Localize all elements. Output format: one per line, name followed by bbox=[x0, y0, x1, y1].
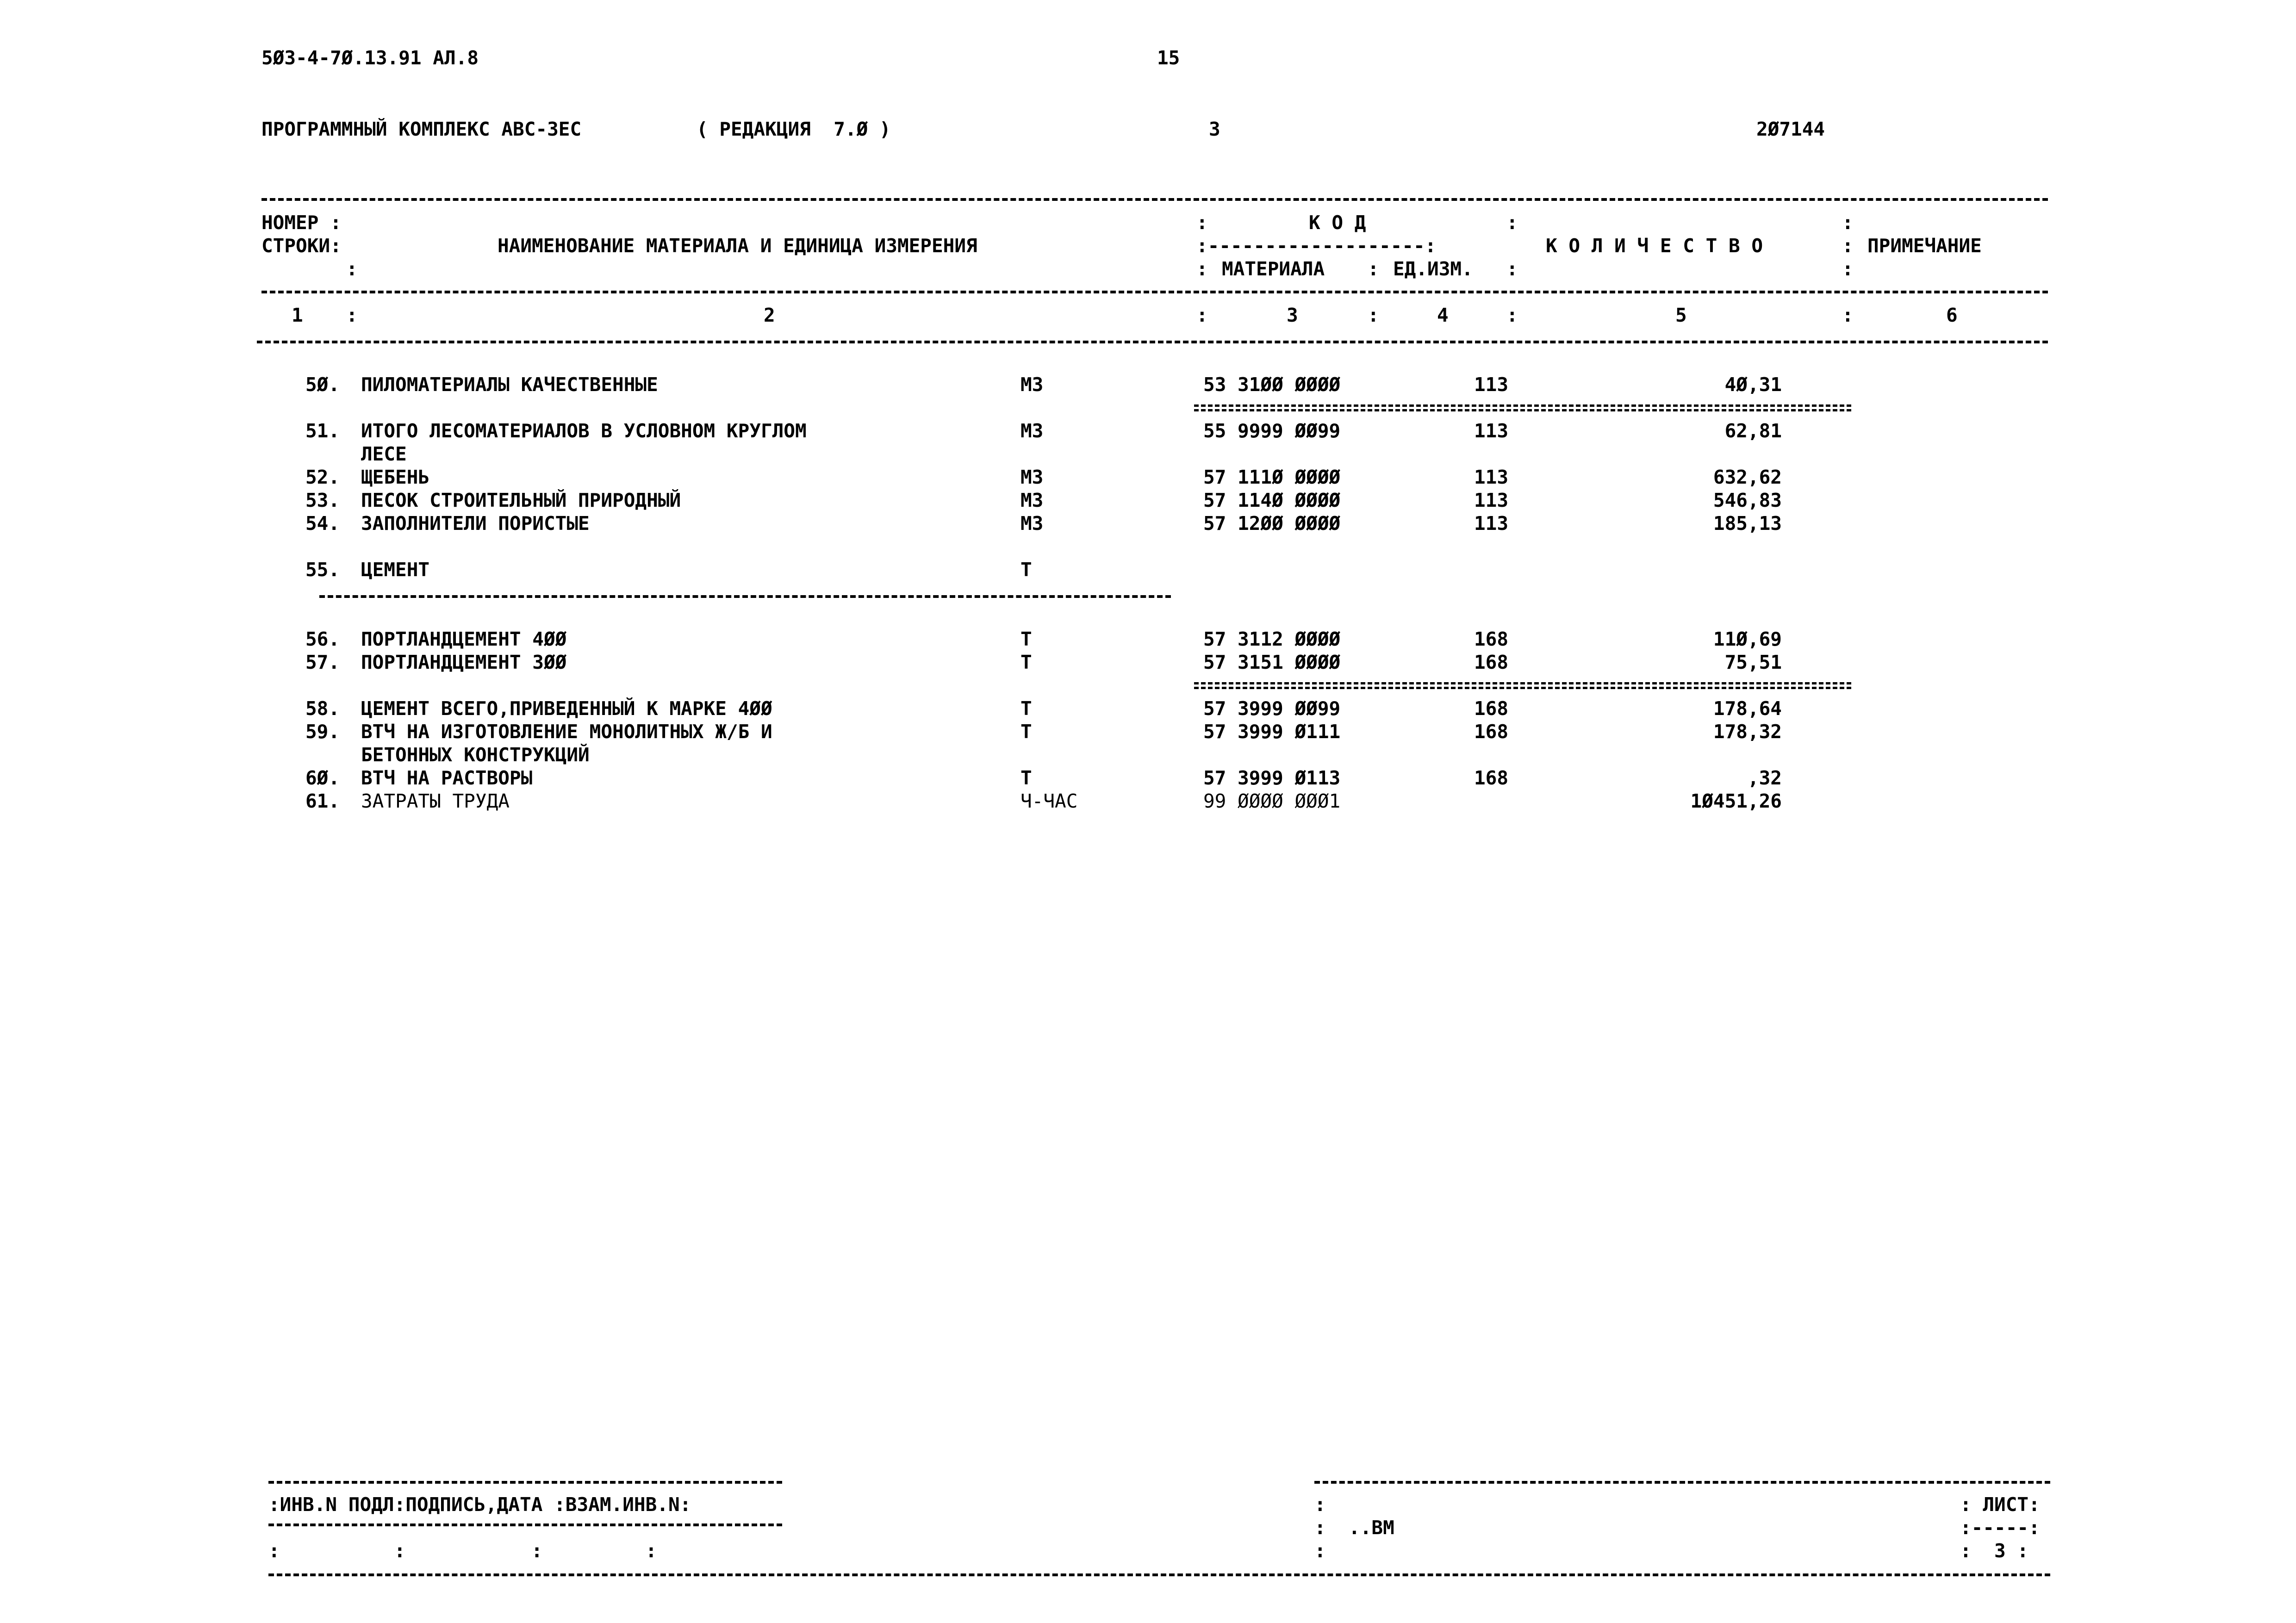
program-title: ПРОГРАММНЫЙ КОМПЛЕКС АВС-3ЕС bbox=[261, 118, 582, 140]
table-row-unit: М3 bbox=[1020, 373, 1044, 396]
table-row-number: 5Ø. bbox=[305, 373, 340, 396]
table-row-unit: Т bbox=[1020, 721, 1032, 743]
table-row-code: 57 3151 ØØØØ bbox=[1203, 651, 1341, 673]
table-row-unit: М3 bbox=[1020, 466, 1044, 488]
note-column-header: ПРИМЕЧАНИЕ bbox=[1867, 235, 1982, 257]
note-sep-1: : bbox=[1842, 211, 1854, 234]
table-row-measure: 113 bbox=[1474, 373, 1509, 396]
table-row-quantity: 75,51 bbox=[1724, 651, 1782, 673]
unit-sep: : bbox=[1368, 258, 1379, 280]
note-sep-3: : bbox=[1842, 258, 1854, 280]
table-row-code: 55 9999 ØØ99 bbox=[1203, 420, 1341, 442]
table-row-unit: Ч-ЧАС bbox=[1020, 790, 1078, 812]
name-column-header: НАИМЕНОВАНИЕ МАТЕРИАЛА И ЕДИНИЦА ИЗМЕРЕНИЯ bbox=[498, 235, 977, 257]
unit-sep-right: : bbox=[1506, 258, 1518, 280]
code-subrule: :-------------------: bbox=[1196, 235, 1437, 257]
table-row-code: 57 3999 Ø113 bbox=[1203, 767, 1341, 789]
table-row-unit: Т bbox=[1020, 559, 1032, 581]
table-row-name-cont: ЛЕСЕ bbox=[361, 443, 407, 465]
table-row-name: ЗАПОЛНИТЕЛИ ПОРИСТЫЕ bbox=[361, 512, 590, 535]
table-row-measure: 113 bbox=[1474, 420, 1509, 442]
document-code: 5Ø3-4-7Ø.13.91 АЛ.8 bbox=[261, 47, 479, 69]
row-number-header-1: НОМЕР : bbox=[261, 211, 342, 234]
column-number-5: 5 bbox=[1675, 304, 1687, 326]
table-row-code: 57 3112 ØØØØ bbox=[1203, 628, 1341, 650]
table-row-name-cont: БЕТОННЫХ КОНСТРУКЦИЙ bbox=[361, 744, 590, 766]
column-number-sep: : bbox=[1196, 304, 1208, 326]
table-row-number: 61. bbox=[305, 790, 340, 812]
table-row-quantity: 178,32 bbox=[1713, 721, 1782, 743]
footer-left-cells: : : : : bbox=[268, 1540, 657, 1562]
code-sep-right: : bbox=[1506, 211, 1518, 234]
quantity-column-header: К О Л И Ч Е С Т В О bbox=[1546, 235, 1763, 257]
table-row-measure: 168 bbox=[1474, 767, 1509, 789]
table-row-number: 52. bbox=[305, 466, 340, 488]
table-row-unit: Т bbox=[1020, 767, 1032, 789]
table-row-number: 51. bbox=[305, 420, 340, 442]
table-top-rule bbox=[261, 198, 2048, 201]
section-number: 3 bbox=[1209, 118, 1220, 140]
row-number-header-2: СТРОКИ: bbox=[261, 235, 342, 257]
table-row-quantity: 632,62 bbox=[1713, 466, 1782, 488]
material-sep: : bbox=[1196, 258, 1208, 280]
table-row-code: 57 111Ø ØØØØ bbox=[1203, 466, 1341, 488]
table-row-code: 57 3999 Ø111 bbox=[1203, 721, 1341, 743]
page-number: 15 bbox=[1157, 47, 1180, 69]
table-row-name: ПИЛОМАТЕРИАЛЫ КАЧЕСТВЕННЫЕ bbox=[361, 373, 658, 396]
code-sep-left: : bbox=[1196, 211, 1208, 234]
subtotal-double-rule bbox=[1194, 682, 1851, 689]
table-row-measure: 168 bbox=[1474, 628, 1509, 650]
table-row-quantity: 546,83 bbox=[1713, 489, 1782, 511]
table-row-unit: Т bbox=[1020, 628, 1032, 650]
table-row-name: ИТОГО ЛЕСОМАТЕРИАЛОВ В УСЛОВНОМ КРУГЛОМ bbox=[361, 420, 807, 442]
group-rule bbox=[319, 595, 1171, 598]
column-numbers-rule bbox=[257, 341, 2048, 343]
table-row-unit: М3 bbox=[1020, 512, 1044, 535]
code-column-header: К О Д bbox=[1309, 211, 1366, 234]
table-row-measure: 113 bbox=[1474, 512, 1509, 535]
subtotal-double-rule bbox=[1194, 404, 1851, 411]
table-row-measure: 113 bbox=[1474, 489, 1509, 511]
table-row-name: ЦЕМЕНТ bbox=[361, 559, 430, 581]
footer-right-sep: : bbox=[1314, 1540, 1326, 1562]
table-row-measure: 168 bbox=[1474, 651, 1509, 673]
table-row-number: 59. bbox=[305, 721, 340, 743]
table-row-quantity: ,32 bbox=[1747, 767, 1782, 789]
sheet-label: : ЛИСТ: bbox=[1960, 1493, 2040, 1516]
footer-right-top-rule bbox=[1314, 1481, 2050, 1484]
table-row-code: 57 3999 ØØ99 bbox=[1203, 697, 1341, 720]
column-number-sep: : bbox=[346, 304, 358, 326]
column-number-sep: : bbox=[1368, 304, 1379, 326]
table-row-number: 55. bbox=[305, 559, 340, 581]
header-bottom-rule bbox=[261, 291, 2048, 293]
table-row-code: 57 12ØØ ØØØØ bbox=[1203, 512, 1341, 535]
table-row-code: 57 114Ø ØØØØ bbox=[1203, 489, 1341, 511]
footer-left-header: :ИНВ.N ПОДЛ:ПОДПИСЬ,ДАТА :ВЗАМ.ИНВ.N: bbox=[268, 1493, 691, 1516]
unit-column-header: ЕД.ИЗМ. bbox=[1393, 258, 1473, 280]
table-row-measure: 113 bbox=[1474, 466, 1509, 488]
row-number-header-sep: : bbox=[346, 258, 358, 280]
table-row-number: 53. bbox=[305, 489, 340, 511]
table-row-name: ЗАТРАТЫ ТРУДА bbox=[361, 790, 510, 812]
table-row-number: 56. bbox=[305, 628, 340, 650]
edition-label: ( РЕДАКЦИЯ 7.Ø ) bbox=[697, 118, 891, 140]
table-row-name: ЦЕМЕНТ ВСЕГО,ПРИВЕДЕННЫЙ К МАРКЕ 4ØØ bbox=[361, 697, 772, 720]
footer-left-mid-rule bbox=[268, 1524, 782, 1526]
table-row-name: ПОРТЛАНДЦЕМЕНТ 3ØØ bbox=[361, 651, 567, 673]
material-column-header: МАТЕРИАЛА bbox=[1222, 258, 1325, 280]
document-id: 2Ø7144 bbox=[1756, 118, 1825, 140]
column-number-3: 3 bbox=[1287, 304, 1298, 326]
table-row-unit: Т bbox=[1020, 651, 1032, 673]
footer-left-top-rule bbox=[268, 1481, 782, 1484]
footer-right-sep: : bbox=[1314, 1493, 1326, 1516]
table-row-name: ЩЕБЕНЬ bbox=[361, 466, 430, 488]
column-number-sep: : bbox=[1842, 304, 1854, 326]
table-row-quantity: 62,81 bbox=[1724, 420, 1782, 442]
table-row-code: 99 ØØØØ ØØØ1 bbox=[1203, 790, 1341, 812]
note-sep-2: : bbox=[1842, 235, 1865, 257]
column-number-4: 4 bbox=[1437, 304, 1449, 326]
table-row-number: 58. bbox=[305, 697, 340, 720]
table-row-quantity: 4Ø,31 bbox=[1724, 373, 1782, 396]
table-row-unit: М3 bbox=[1020, 489, 1044, 511]
table-row-name: ВТЧ НА РАСТВОРЫ bbox=[361, 767, 533, 789]
table-row-quantity: 1Ø451,26 bbox=[1690, 790, 1782, 812]
table-row-number: 6Ø. bbox=[305, 767, 340, 789]
sheet-separator: :-----: bbox=[1960, 1517, 2040, 1539]
table-row-measure: 168 bbox=[1474, 721, 1509, 743]
sheet-number: : 3 : bbox=[1960, 1540, 2029, 1562]
table-row-measure: 168 bbox=[1474, 697, 1509, 720]
table-row-unit: Т bbox=[1020, 697, 1032, 720]
table-row-quantity: 11Ø,69 bbox=[1713, 628, 1782, 650]
column-number-sep: : bbox=[1506, 304, 1518, 326]
footer-mark: : ..ВМ bbox=[1314, 1517, 1394, 1539]
table-row-code: 53 31ØØ ØØØØ bbox=[1203, 373, 1341, 396]
table-row-name: ПОРТЛАНДЦЕМЕНТ 4ØØ bbox=[361, 628, 567, 650]
table-row-quantity: 185,13 bbox=[1713, 512, 1782, 535]
table-row-number: 57. bbox=[305, 651, 340, 673]
table-row-number: 54. bbox=[305, 512, 340, 535]
table-row-name: ПЕСОК СТРОИТЕЛЬНЫЙ ПРИРОДНЫЙ bbox=[361, 489, 681, 511]
column-number-1: 1 bbox=[292, 304, 303, 326]
footer-bottom-rule bbox=[268, 1573, 2050, 1576]
table-row-quantity: 178,64 bbox=[1713, 697, 1782, 720]
table-row-unit: М3 bbox=[1020, 420, 1044, 442]
column-number-2: 2 bbox=[764, 304, 775, 326]
table-row-name: ВТЧ НА ИЗГОТОВЛЕНИЕ МОНОЛИТНЫХ Ж/Б И bbox=[361, 721, 772, 743]
column-number-6: 6 bbox=[1946, 304, 1958, 326]
